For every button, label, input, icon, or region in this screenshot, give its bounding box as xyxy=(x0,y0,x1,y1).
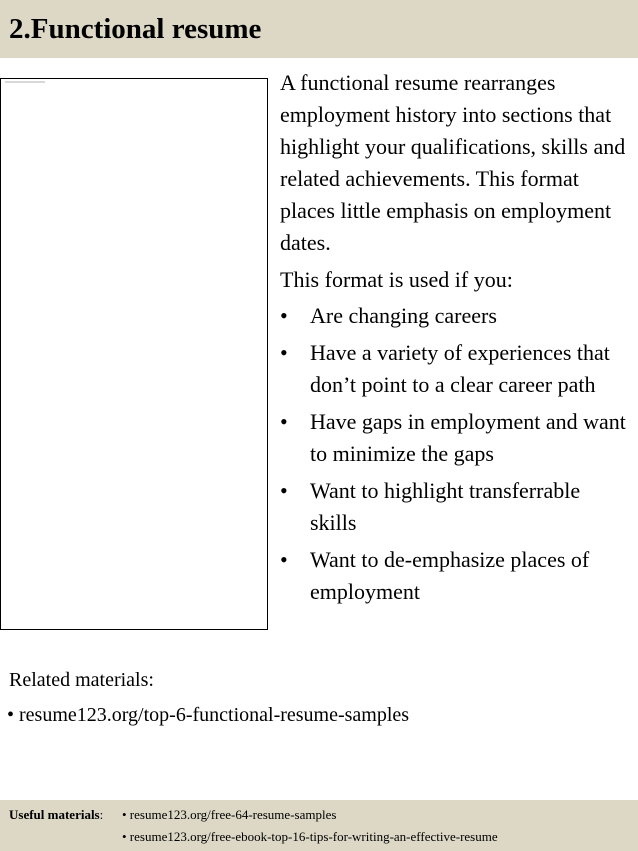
bullet-icon: • xyxy=(280,547,288,572)
use-list xyxy=(280,300,632,613)
related-materials-link[interactable]: • resume123.org/top-6-functional-resume-samples xyxy=(7,704,410,726)
page-title: 2.Functional resume xyxy=(9,13,262,45)
resume-sample-image xyxy=(0,78,268,630)
footer-label-text: Useful materials xyxy=(9,807,100,822)
list-item xyxy=(280,337,632,401)
bullet-icon: • xyxy=(280,303,288,328)
bullet-icon: • xyxy=(280,478,288,503)
list-item xyxy=(280,406,632,470)
list-item xyxy=(280,300,632,332)
footer-link[interactable]: • resume123.org/free-ebook-top-16-tips-for-writing-an-effective-resume xyxy=(122,829,498,844)
footer-link[interactable]: • resume123.org/free-64-resume-samples xyxy=(122,807,337,822)
list-item-text: Are changing careers xyxy=(310,303,497,328)
list-item-text: Have gaps in employment and want to minimize the gaps xyxy=(310,409,626,466)
list-item-text: Have a variety of experiences that don’t point to a clear career path xyxy=(310,340,610,397)
list-item-text: Want to de-emphasize places of employment xyxy=(310,547,590,604)
image-placeholder-mark xyxy=(5,81,45,83)
list-item xyxy=(280,544,632,608)
footer-label xyxy=(9,806,103,823)
list-item-text: Want to highlight transferrable skills xyxy=(310,478,581,535)
bullet-icon: • xyxy=(280,409,288,434)
related-materials-heading: Related materials: xyxy=(9,669,154,691)
bullet-icon: • xyxy=(280,340,288,365)
footer-colon: : xyxy=(99,807,104,822)
description-paragraph: A functional resume rearranges employment history into sections that highlight your qualifications, skills and related achievements. This format places little emphasis on employment dates. xyxy=(280,70,626,255)
format-note: This format is used if you: xyxy=(280,267,513,292)
list-item xyxy=(280,475,632,539)
